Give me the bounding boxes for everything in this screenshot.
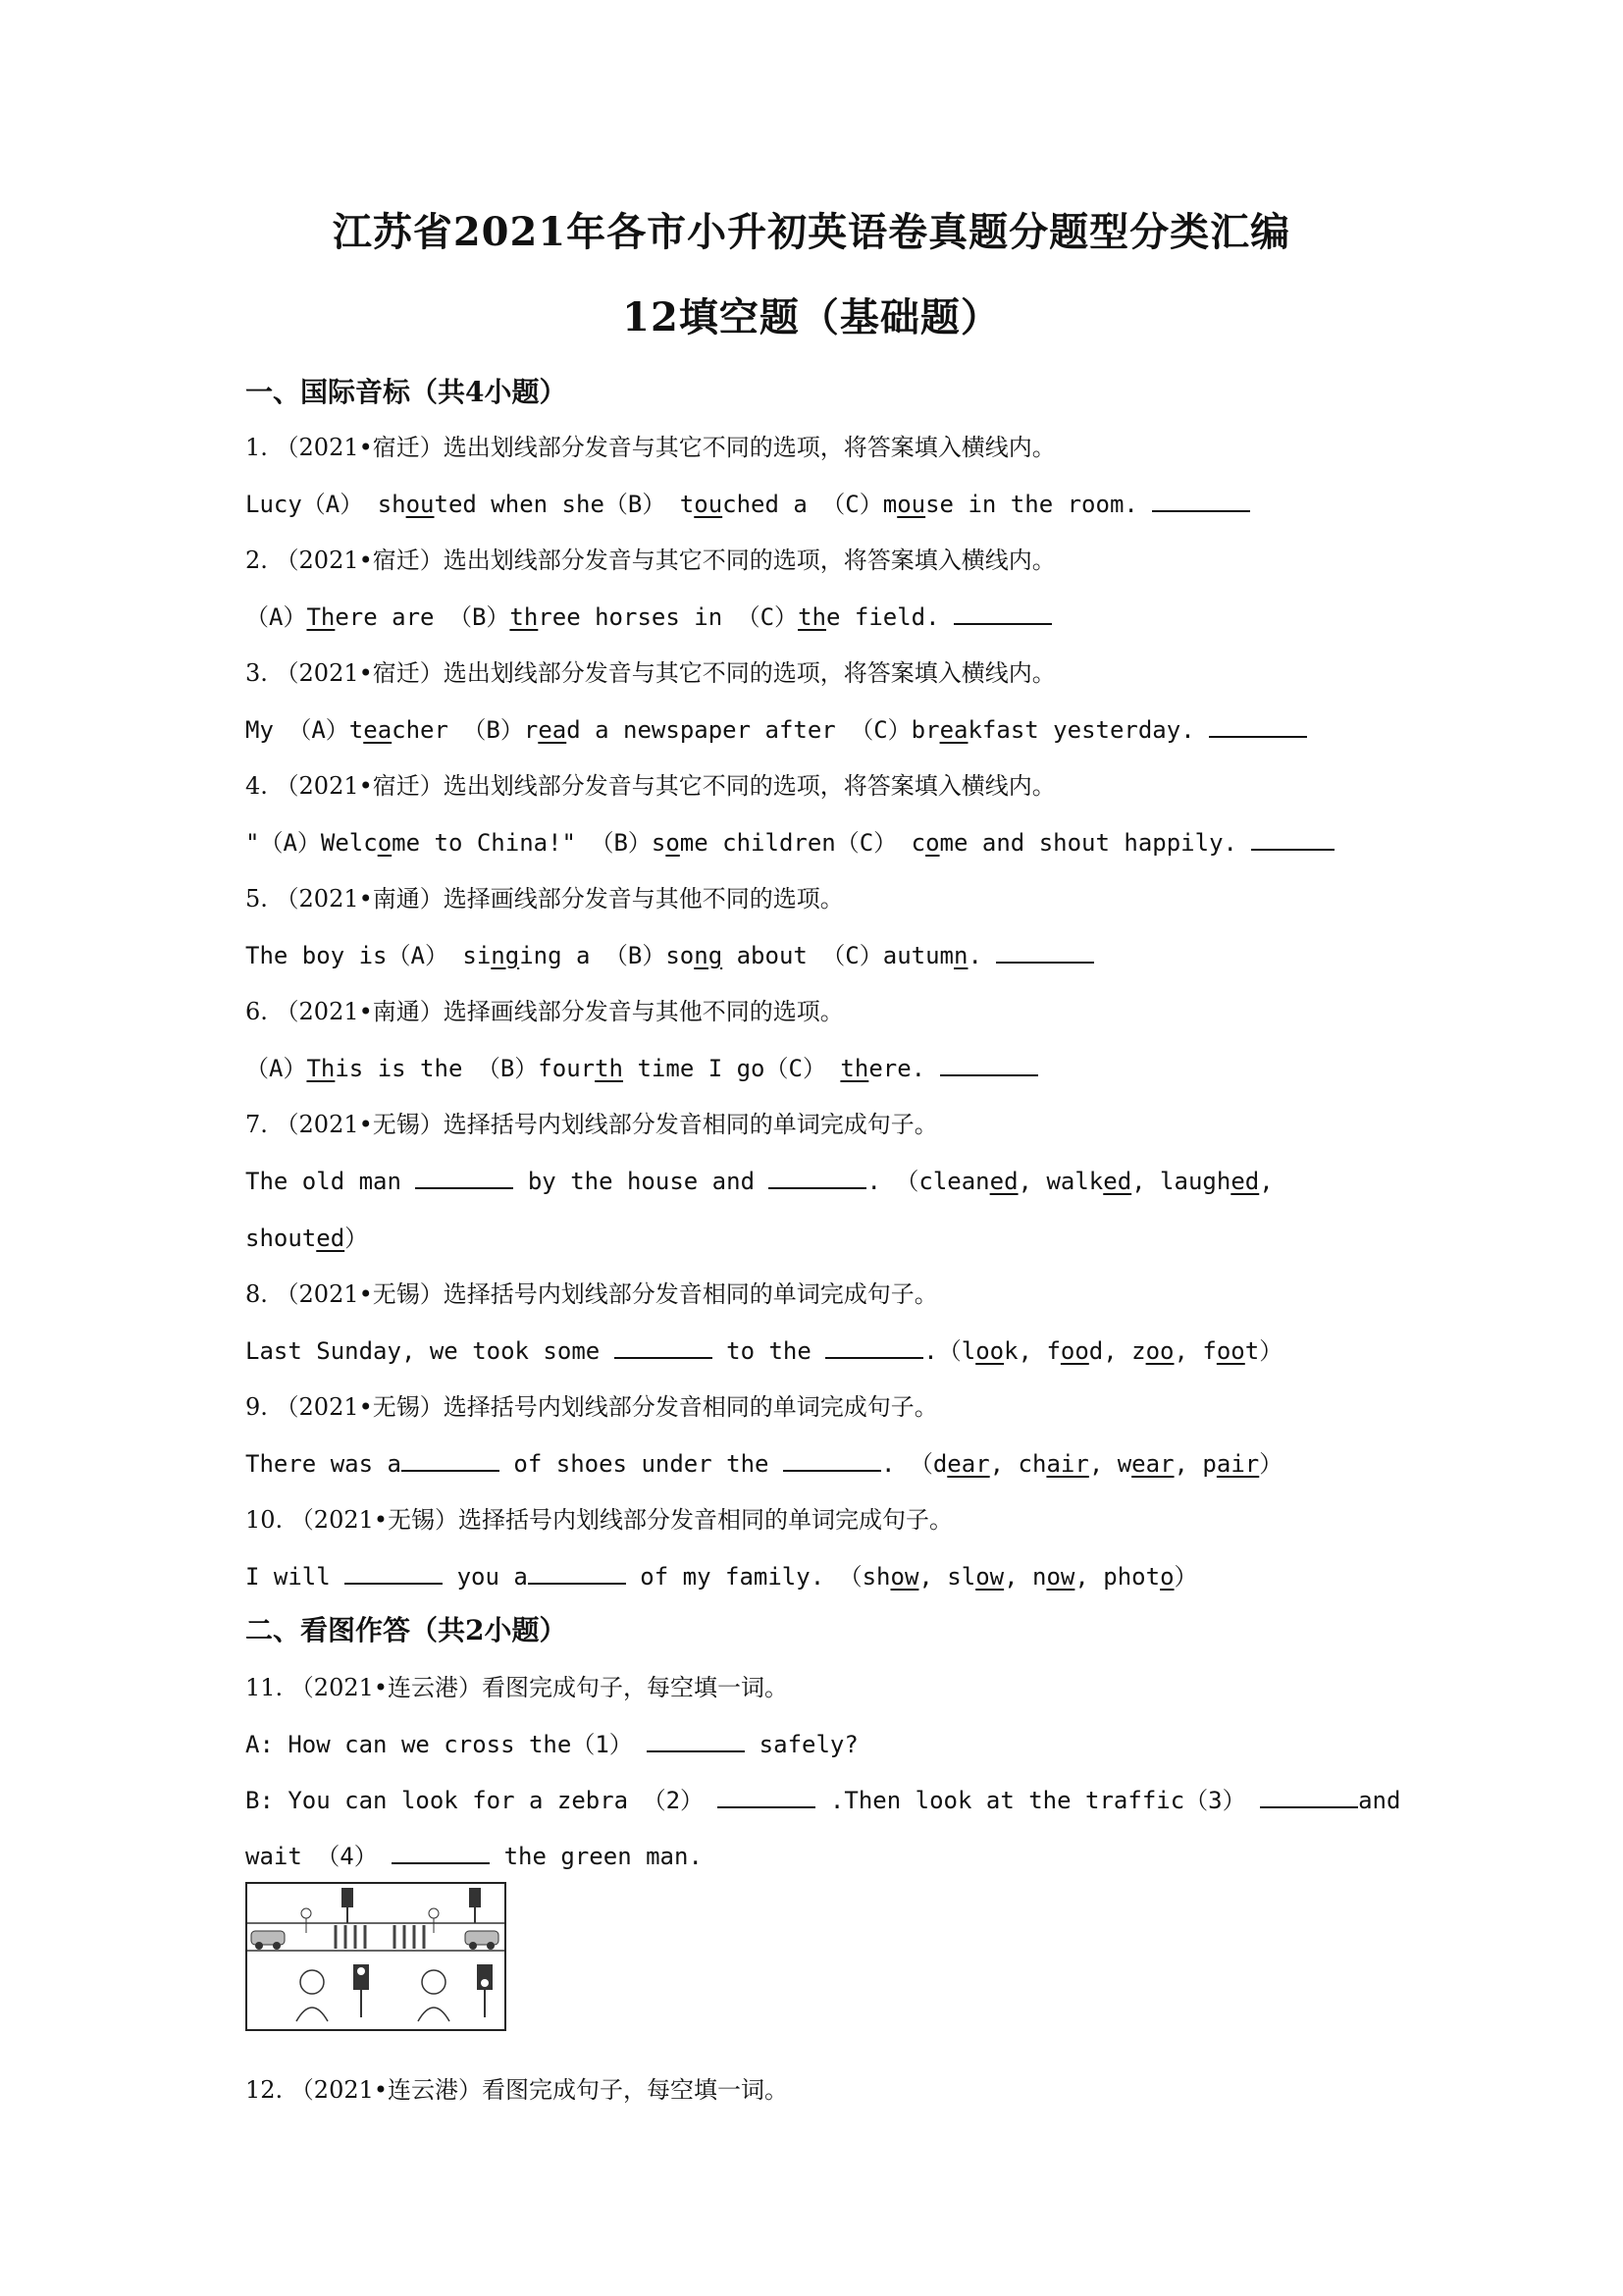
question-6-sentence: （A）This is the （B）fourth time I go（C） there.	[245, 1049, 1397, 1083]
answer-blank[interactable]	[401, 1450, 499, 1472]
question-2-stem: 2. （2021•宿迁）选出划线部分发音与其它不同的选项，将答案填入横线内。	[245, 547, 1056, 574]
answer-blank[interactable]	[825, 1337, 923, 1359]
question-4-stem: 4. （2021•宿迁）选出划线部分发音与其它不同的选项，将答案填入横线内。	[245, 772, 1056, 800]
answer-blank[interactable]	[1260, 1787, 1358, 1808]
section-heading-picture: 二、看图作答（共2小题）	[245, 1614, 567, 1646]
answer-blank[interactable]	[614, 1337, 712, 1359]
question-12-stem: 12. （2021•连云港）看图完成句子，每空填一词。	[245, 2076, 789, 2104]
question-2-sentence: （A）There are （B）three horses in （C）the field.	[245, 598, 1397, 632]
question-10-stem: 10. （2021•无锡）选择括号内划线部分发音相同的单词完成句子。	[245, 1506, 954, 1534]
answer-blank[interactable]	[1209, 716, 1307, 738]
section-heading-phonetics: 一、国际音标（共4小题）	[245, 376, 567, 408]
question-11-line-c: wait （4） the green man.	[245, 1843, 703, 1870]
answer-blank[interactable]	[783, 1450, 881, 1472]
answer-blank[interactable]	[954, 603, 1052, 625]
question-11-line-a: A: How can we cross the（1） safely?	[245, 1731, 859, 1758]
answer-blank[interactable]	[647, 1731, 745, 1752]
answer-blank[interactable]	[1152, 491, 1250, 512]
question-7-sentence-continued: shouted）	[245, 1225, 369, 1252]
question-5-stem: 5. （2021•南通）选择画线部分发音与其他不同的选项。	[245, 885, 844, 913]
question-3-stem: 3. （2021•宿迁）选出划线部分发音与其它不同的选项，将答案填入横线内。	[245, 659, 1056, 687]
question-7-stem: 7. （2021•无锡）选择括号内划线部分发音相同的单词完成句子。	[245, 1111, 938, 1138]
answer-blank[interactable]	[940, 1055, 1038, 1076]
answer-blank[interactable]	[392, 1843, 490, 1864]
question-1-stem: 1. （2021•宿迁）选出划线部分发音与其它不同的选项，将答案填入横线内。	[245, 434, 1056, 461]
answer-blank[interactable]	[528, 1563, 626, 1585]
answer-blank[interactable]	[415, 1168, 513, 1189]
question-3-sentence: My （A）teacher （B）read a newspaper after （C）breakfast yesterday.	[245, 710, 1397, 745]
question-5-sentence: The boy is（A） singing a （B）song about （C）autumn.	[245, 936, 1397, 970]
answer-blank[interactable]	[344, 1563, 443, 1585]
question-11-line-b: B: You can look for a zebra （2） .Then look at the traffic（3） and	[245, 1787, 1401, 1814]
answer-blank[interactable]	[996, 942, 1094, 964]
question-10-sentence: I will you a of my family. （show, slow, now, photo）	[245, 1563, 1198, 1591]
question-9-sentence: There was a of shoes under the . （dear, chair, wear, pair）	[245, 1450, 1283, 1478]
question-8-sentence: Last Sunday, we took some to the .（look, food, zoo, foot）	[245, 1337, 1283, 1365]
question-4-sentence: "（A）Welcome to China!" （B）some children（C） come and shout happily.	[245, 823, 1397, 858]
answer-blank[interactable]	[717, 1787, 815, 1808]
question-1-sentence: Lucy（A） shouted when she（B） touched a （C）mouse in the room.	[245, 485, 1397, 519]
question-8-stem: 8. （2021•无锡）选择括号内划线部分发音相同的单词完成句子。	[245, 1280, 938, 1308]
question-9-stem: 9. （2021•无锡）选择括号内划线部分发音相同的单词完成句子。	[245, 1393, 938, 1421]
answer-blank[interactable]	[768, 1168, 866, 1189]
question-11-stem: 11. （2021•连云港）看图完成句子，每空填一词。	[245, 1674, 789, 1701]
question-6-stem: 6. （2021•南通）选择画线部分发音与其他不同的选项。	[245, 998, 844, 1025]
traffic-scene-drawing	[247, 1884, 504, 2029]
document-title-line2: 12填空题（基础题）	[622, 294, 1001, 340]
question-7-sentence: The old man by the house and . （cleaned, walked, laughed,	[245, 1168, 1274, 1195]
traffic-illustration	[245, 1882, 506, 2031]
document-title-line1: 江苏省2021年各市小升初英语卷真题分题型分类汇编	[332, 209, 1291, 255]
answer-blank[interactable]	[1251, 829, 1335, 851]
